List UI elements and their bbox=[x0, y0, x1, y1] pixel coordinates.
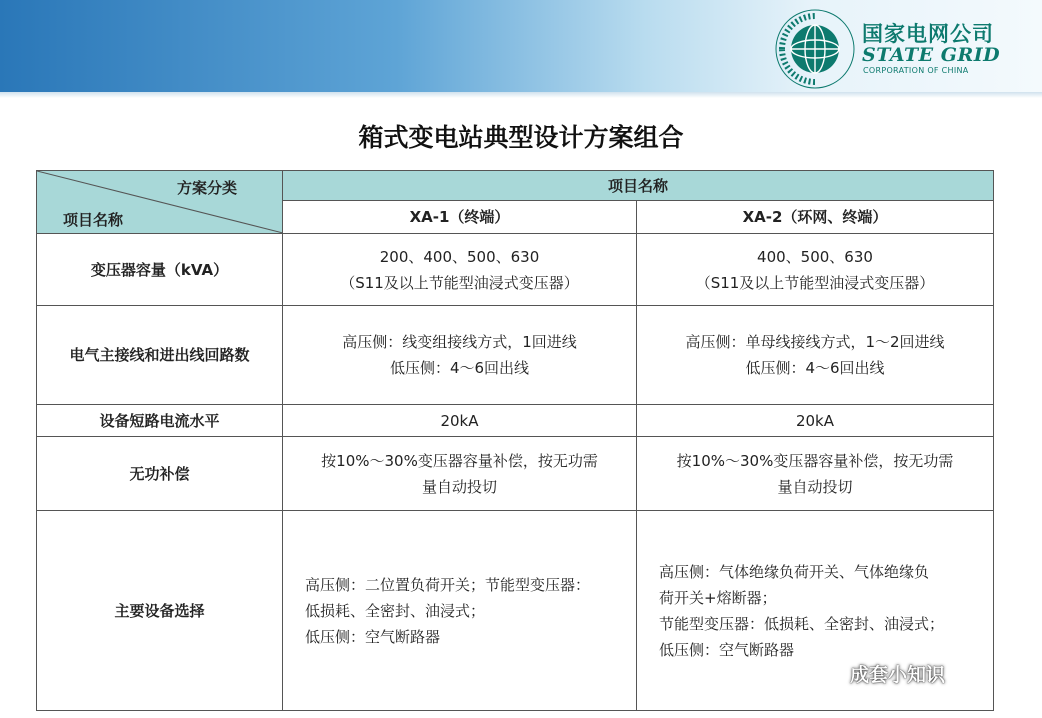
cell-line: 节能型变压器：低损耗、全密封、油浸式； bbox=[659, 614, 945, 633]
table-corner-cell bbox=[37, 171, 283, 234]
cell-line: 400、500、630 bbox=[757, 247, 873, 266]
cell-xa2-capacity bbox=[637, 234, 994, 306]
cell-line: 低压侧：4～6回出线 bbox=[745, 359, 885, 377]
row-label-reactive-compensation: 无功补偿 bbox=[37, 437, 283, 511]
cell-line: 低压侧：4～6回出线 bbox=[389, 359, 530, 377]
table-row bbox=[37, 437, 994, 511]
cell-line: 高压侧：二位置负荷开关；节能型变压器： bbox=[305, 575, 591, 594]
row-label-equipment-selection: 主要设备选择 bbox=[37, 511, 283, 711]
group-header: 项目名称 bbox=[283, 171, 994, 201]
cell-line: 量自动投切 bbox=[777, 477, 853, 496]
cell-line: 按10%～30%变压器容量补偿，按无功需 bbox=[321, 451, 598, 470]
cell-xa2-compensation bbox=[637, 437, 994, 511]
cell-line: 高压侧：单母线接线方式，1～2回进线 bbox=[685, 333, 945, 351]
cell-xa1-equipment bbox=[283, 511, 637, 711]
cell-xa1-capacity bbox=[283, 234, 637, 306]
row-label-transformer-capacity: 变压器容量（kVA） bbox=[37, 234, 283, 306]
cell-line: 高压侧：线变组接线方式，1回进线 bbox=[342, 333, 577, 351]
column-header-xa1: XA-1（终端） bbox=[283, 201, 637, 234]
cell-xa2-wiring bbox=[637, 306, 994, 405]
cell-xa1-short-circuit bbox=[283, 405, 637, 437]
logo-subtitle: CORPORATION OF CHINA bbox=[863, 66, 969, 75]
cell-line: （S11及以上节能型油浸式变压器） bbox=[340, 273, 579, 292]
logo-english-name: STATE GRID bbox=[862, 44, 1001, 66]
cell-line: 高压侧：气体绝缘负荷开关、气体绝缘负 bbox=[659, 562, 930, 581]
row-label-main-wiring: 电气主接线和进出线回路数 bbox=[37, 306, 283, 405]
cell-line: 量自动投切 bbox=[421, 477, 497, 496]
cell-line: 20kA bbox=[440, 411, 479, 430]
cell-line: 低压侧：空气断路器 bbox=[659, 640, 795, 659]
banner-shadow bbox=[0, 92, 1042, 98]
corner-label-item: 项目名称 bbox=[63, 211, 124, 229]
logo-chinese-name: 国家电网公司 bbox=[862, 22, 994, 46]
page-title: 箱式变电站典型设计方案组合 bbox=[358, 123, 684, 152]
state-grid-globe-logo bbox=[774, 8, 856, 90]
table-row bbox=[37, 306, 994, 405]
column-header-xa2: XA-2（环网、终端） bbox=[637, 201, 994, 234]
cell-line: 低压侧：空气断路器 bbox=[305, 627, 441, 646]
table-row bbox=[37, 405, 994, 437]
cell-xa1-compensation bbox=[283, 437, 637, 511]
cell-line: （S11及以上节能型油浸式变压器） bbox=[695, 273, 935, 292]
cell-xa2-short-circuit bbox=[637, 405, 994, 437]
cell-line: 200、400、500、630 bbox=[379, 247, 540, 266]
cell-line: 20kA bbox=[795, 411, 835, 430]
design-plan-table bbox=[36, 170, 994, 711]
cell-xa1-wiring bbox=[283, 306, 637, 405]
row-label-short-circuit: 设备短路电流水平 bbox=[37, 405, 283, 437]
cell-line: 低损耗、全密封、油浸式； bbox=[305, 601, 486, 620]
corner-label-scheme: 方案分类 bbox=[177, 179, 238, 197]
cell-line: 按10%～30%变压器容量补偿，按无功需 bbox=[676, 451, 954, 470]
cell-line: 荷开关+熔断器； bbox=[659, 588, 777, 607]
watermark-text: 成套小知识 bbox=[850, 664, 946, 686]
wechat-icon bbox=[820, 662, 846, 684]
table-row bbox=[37, 234, 994, 306]
